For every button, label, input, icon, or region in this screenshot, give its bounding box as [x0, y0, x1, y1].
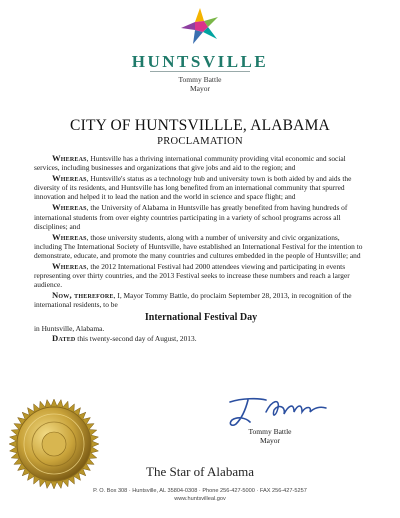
mayor-signature [222, 394, 342, 428]
paragraph-text: , I, Mayor Tommy Battle, do proclaim September 28, 2013, in recognition of the international residents, to be [34, 291, 352, 310]
signature-title: Mayor [260, 436, 280, 445]
location-line: in Huntsville, Alabama. [34, 323, 105, 333]
paragraph-text: , those university students, along with a number of university and civic organizations, including The International Society of Huntsville, have established an International Festival for the intention to demonstrate, educate, and promote the many countries and cultures embedded in the people of Huntsville; and [34, 232, 363, 260]
paragraph-lead: Now, therefore [52, 290, 114, 301]
paragraph-lead: Whereas [52, 231, 87, 242]
document-heading: PROCLAMATION [157, 136, 243, 147]
proclamation-body [34, 154, 368, 345]
paragraph-text: , Huntsville has a thriving international community providing vital economic and social services, including businesses and organizations that give jobs and aid to the region; and [34, 154, 346, 173]
whereas-paragraph [34, 262, 368, 289]
signature-name: Tommy Battle [248, 427, 292, 436]
paragraph-lead: Whereas [52, 173, 87, 184]
footer-address: P. O. Box 308 · Huntsville, AL 35804-0308 · Phone 256-427-5000 · FAX 256-427-5257 [93, 488, 307, 494]
whereas-paragraph [34, 174, 368, 201]
whereas-paragraph [34, 203, 368, 230]
paragraph-lead: Whereas [52, 261, 87, 272]
brand-wordmark: HUNTSVILLE [131, 52, 269, 71]
paragraph-text: , the 2012 International Festival had 2000 attendees viewing and participating in events representing over thirty countries, and the 2013 Festival seeks to increase these numbers and reach a larger audience. [34, 262, 350, 290]
dated-text: this twenty-second day of August, 2013. [75, 333, 197, 343]
paragraph-lead: Whereas [52, 153, 87, 163]
paragraph-lead: Whereas [52, 202, 87, 213]
paragraph-text: , Huntsville's status as a technology hub and university town is both aided by and aids the diversity of its residents, and Huntsville has long benefited from an international community that spurred innovation and helped it to lead the nation and the world in science and space flight; and [34, 174, 352, 202]
dated-line [34, 334, 368, 343]
brand-divider [150, 71, 250, 72]
whereas-paragraph [34, 154, 368, 172]
therefore-paragraph [34, 291, 368, 309]
whereas-paragraph [34, 233, 368, 260]
huntsville-star-logo [171, 6, 229, 48]
city-heading: CITY OF HUNTSVILLLE, ALABAMA [70, 117, 330, 134]
paragraph-text: , the University of Alabama in Huntsville has greatly benefited from having hundreds of international students from over eighty countries participating in a variety of school programs across all disciplines; and [34, 203, 348, 231]
festival-name: International Festival Day [144, 311, 258, 323]
header-mayor-title: Mayor [190, 84, 210, 93]
footer-website-link[interactable]: www.huntsvilleal.gov [174, 496, 226, 502]
footer-tagline: The Star of Alabama [146, 464, 254, 479]
header-mayor-name: Tommy Battle [178, 75, 222, 84]
dated-lead: Dated [52, 332, 76, 343]
